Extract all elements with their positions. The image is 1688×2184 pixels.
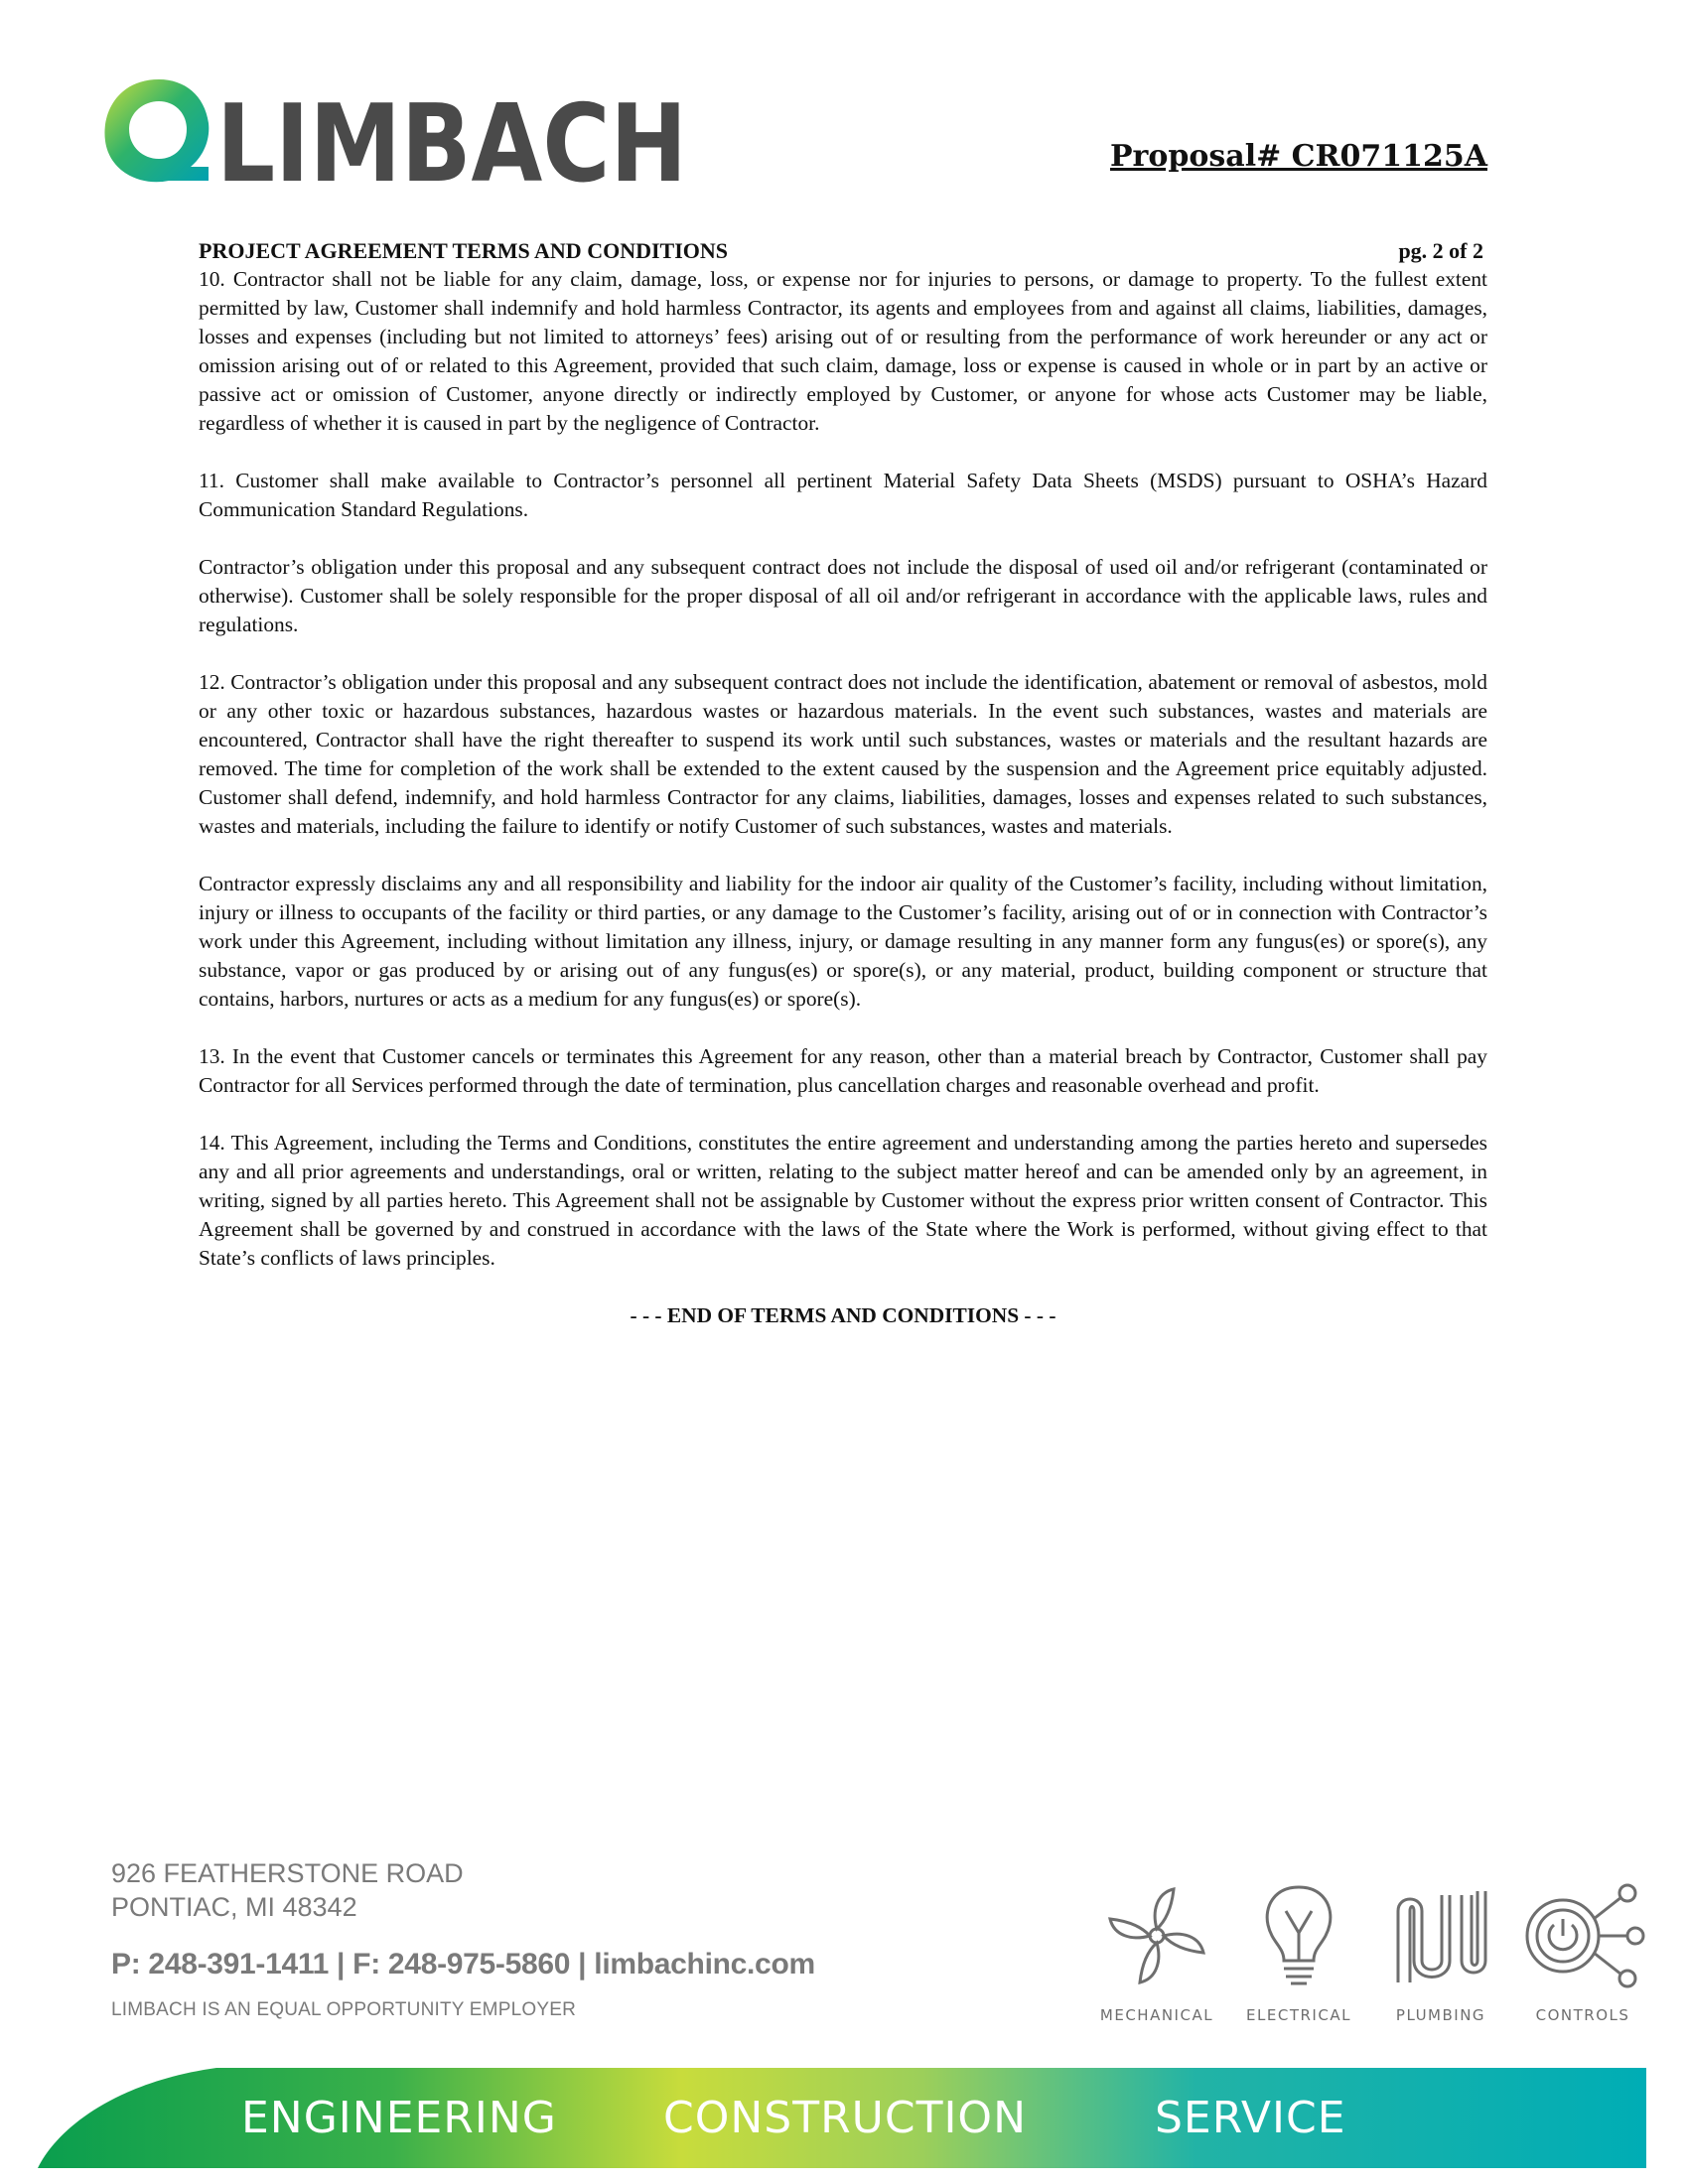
address-line-1: 926 FEATHERSTONE ROAD [111, 1858, 464, 1888]
service-label: MECHANICAL [1099, 2006, 1214, 2024]
document-heading: PROJECT AGREEMENT TERMS AND CONDITIONS [199, 238, 728, 263]
service-plumbing [1376, 1881, 1505, 2024]
limbach-logo [99, 71, 695, 206]
page-indicator: pg. 2 of 2 [1398, 238, 1483, 263]
lightbulb-icon [1244, 1881, 1353, 1990]
terms-document [199, 237, 1487, 1330]
paragraph: Contractor’s obligation under this proposal and any subsequent contract does not include the disposal of used oil and/or refrigerant (contaminated or otherwise). Customer shall be solely responsible for the proper disposal of all oil and/or refrigerant in accordance with the applicable laws, rules and regulations. [199, 555, 1487, 636]
paragraph: Contractor expressly disclaims any and all responsibility and liability for the indoor air quality of the Customer’s facility, including without limitation, injury or illness to occupants of the facility or third parties, or any damage to the Customer’s facility, arising out of or in connection with Contractor’s work under this Agreement, including without limitation any illness, injury, or damage resulting in any manner form any fungus(es) or spore(s), any substance, vapor or gas produced by or arising out of any fungus(es) or spore(s), or any material, product, building component or structure that contains, harbors, nurtures or acts as a medium for any fungus(es) or spore(s). [199, 872, 1487, 1011]
footer-address-block [111, 1856, 815, 2021]
address-line-2: PONTIAC, MI 48342 [111, 1892, 357, 1922]
logo-mark-icon [104, 79, 209, 182]
power-network-icon [1518, 1881, 1647, 1990]
service-mechanical [1092, 1881, 1221, 2024]
fan-icon [1102, 1881, 1211, 1990]
eeo-statement: LIMBACH IS AN EQUAL OPPORTUNITY EMPLOYER [111, 1999, 576, 2020]
paragraph: 11. Customer shall make available to Contractor’s personnel all pertinent Material Safety Data Sheets (MSDS) pursuant to OSHA’s Hazard Communication Standard Regulations. [199, 469, 1487, 521]
banner-construction: CONSTRUCTION [663, 2093, 1027, 2143]
footer-banner [38, 2068, 1646, 2168]
contact-info: P: 248-391-1411 | F: 248-975-5860 | limbachinc.com [111, 1948, 815, 1980]
heading-row [199, 237, 1487, 265]
logo-wordmark: LIMBACH [216, 82, 687, 206]
paragraph: 14. This Agreement, including the Terms and Conditions, constitutes the entire agreement and understanding among the parties hereto and supersedes any and all prior agreements and understandings, oral or written, relating to the subject matter hereof and can be amended only by an agreement, in writing, signed by all parties hereto. This Agreement shall not be assignable by Customer without the express prior written consent of Contractor. This Agreement shall be governed by and construed in accordance with the laws of the State where the Work is performed, without giving effect to that State’s conflicts of laws principles. [199, 1131, 1487, 1270]
paragraph: 13. In the event that Customer cancels or terminates this Agreement for any reason, other than a material breach by Contractor, Customer shall pay Contractor for all Services performed through the date of termination, plus cancellation charges and reasonable overhead and profit. [199, 1044, 1487, 1097]
proposal-number: Proposal# CR071125A [1110, 139, 1487, 174]
service-label: ELECTRICAL [1246, 2006, 1351, 2024]
banner-service: SERVICE [1155, 2093, 1346, 2143]
paragraph: 10. Contractor shall not be liable for any claim, damage, loss, or expense nor for injuries to persons, or damage to property. To the fullest extent permitted by law, Customer shall indemnify and hold harmless Contractor, its agents and employees from and against all claims, liabilities, damages, losses and expenses (including but not limited to attorneys’ fees) arising out of or resulting from the performance of work hereunder or any act or omission arising out of or related to this Agreement, provided that such claim, damage, loss or expense is caused in whole or in part by an active or passive act or omission of Customer, anyone directly or indirectly employed by Customer, or anyone for whose acts Customer may be liable, regardless of whether it is caused in part by the negligence of Contractor. [199, 267, 1487, 435]
service-label: PLUMBING [1395, 2006, 1486, 2024]
service-label: CONTROLS [1535, 2006, 1630, 2024]
service-controls [1518, 1881, 1647, 2024]
pipe-icon [1386, 1881, 1495, 1990]
banner-engineering: ENGINEERING [241, 2093, 557, 2143]
services-icons [1092, 1881, 1648, 2030]
end-of-terms: - - - END OF TERMS AND CONDITIONS - - - [630, 1303, 1056, 1327]
paragraph: 12. Contractor’s obligation under this proposal and any subsequent contract does not include the identification, abatement or removal of asbestos, mold or any other toxic or hazardous substances, hazardous wastes or hazardous materials. In the event such substances, wastes and materials are encountered, Contractor shall have the right thereafter to suspend its work until such substances, wastes or materials and the resultant hazards are removed. The time for completion of the work shall be extended to the extent caused by the suspension and the Agreement price equitably adjusted. Customer shall defend, indemnify, and hold harmless Contractor for any claims, liabilities, damages, losses and expenses related to such substances, wastes and materials, including the failure to identify or notify Customer of such substances, wastes and materials. [199, 670, 1487, 838]
service-electrical [1234, 1881, 1363, 2024]
